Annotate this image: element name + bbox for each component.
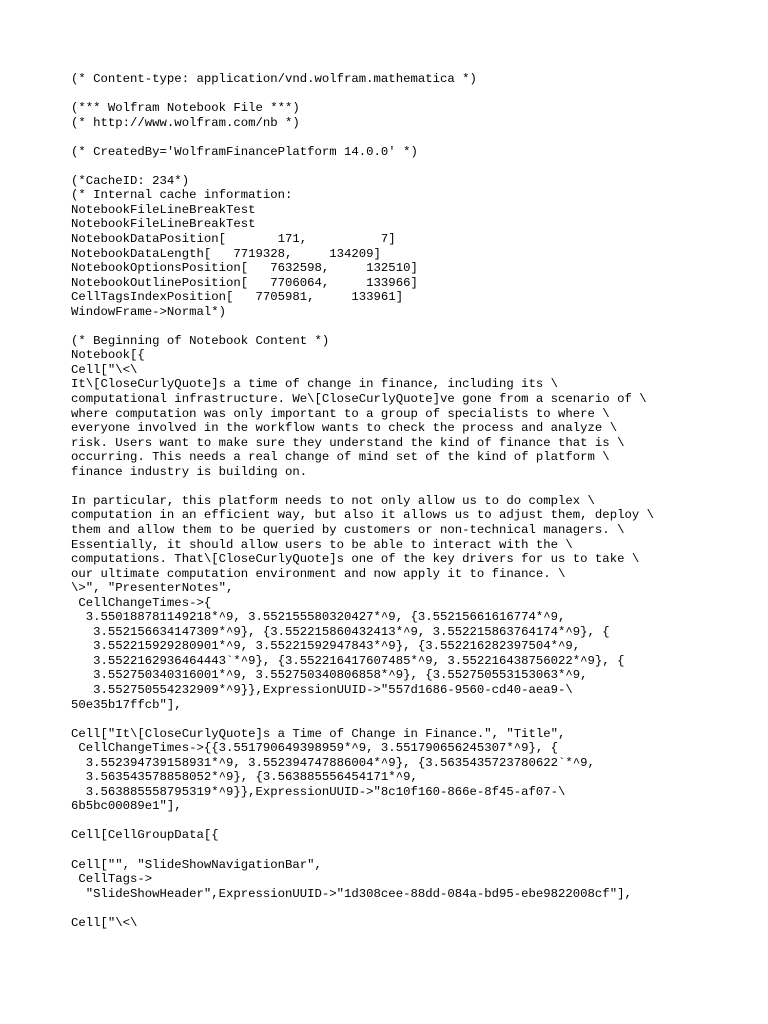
text-line: Essentially, it should allow users to be able to interact with the \ xyxy=(71,537,573,552)
text-line: 3.563885558795319*^9}},ExpressionUUID->"8c10f160-866e-8f45-af07-\ xyxy=(71,784,566,799)
text-line: NotebookOutlinePosition[ 7706064, 133966] xyxy=(71,275,418,290)
text-line: NotebookFileLineBreakTest xyxy=(71,217,256,232)
text-line: 50e35b17ffcb"], xyxy=(71,697,182,712)
text-line: Cell[CellGroupData[{ xyxy=(71,828,219,843)
text-line: (*** Wolfram Notebook File ***) xyxy=(71,101,300,116)
text-line: everyone involved in the workflow wants to check the process and analyze \ xyxy=(71,421,618,436)
text-line: where computation was only important to a group of specialists to where \ xyxy=(71,406,610,421)
text-line: NotebookFileLineBreakTest xyxy=(71,202,256,217)
text-line: CellTags-> xyxy=(71,872,153,887)
text-line: our ultimate computation environment and now apply it to finance. \ xyxy=(71,566,566,581)
text-line xyxy=(71,479,751,494)
text-line: 3.552394739158931*^9, 3.552394747886004*^9}, {3.5635435723780622`*^9, xyxy=(71,755,595,770)
text-line: CellChangeTimes->{{3.551790649398959*^9, 3.551790656245307*^9}, { xyxy=(71,741,559,756)
text-line: (* Internal cache information: xyxy=(71,188,293,203)
text-line: Cell["", "SlideShowNavigationBar", xyxy=(71,857,322,872)
text-line: Cell["It\[CloseCurlyQuote]s a Time of Change in Finance.", "Title", xyxy=(71,726,566,741)
text-line xyxy=(71,319,751,334)
text-line xyxy=(71,901,751,916)
text-line: 6b5bc00089e1"], xyxy=(71,799,182,814)
text-line: In particular, this platform needs to not only allow us to do complex \ xyxy=(71,493,595,508)
text-line: CellTagsIndexPosition[ 7705981, 133961] xyxy=(71,290,404,305)
text-line: WindowFrame->Normal*) xyxy=(71,304,226,319)
text-line: \>", "PresenterNotes", xyxy=(71,581,234,596)
text-line xyxy=(71,843,751,858)
text-line: them and allow them to be queried by customers or non-technical managers. \ xyxy=(71,522,625,537)
text-line: computational infrastructure. We\[CloseCurlyQuote]ve gone from a scenario of \ xyxy=(71,392,647,407)
text-line: occurring. This needs a real change of mind set of the kind of platform \ xyxy=(71,450,610,465)
text-line: "SlideShowHeader",ExpressionUUID->"1d308cee-88dd-084a-bd95-ebe9822008cf"], xyxy=(71,886,632,901)
text-line: 3.563543578858052*^9}, {3.563885556454171*^9, xyxy=(71,770,418,785)
text-line xyxy=(71,814,751,829)
text-line: It\[CloseCurlyQuote]s a time of change in finance, including its \ xyxy=(71,377,559,392)
text-line: NotebookDataPosition[ 171, 7] xyxy=(71,232,396,247)
text-line xyxy=(71,712,751,727)
text-line: 3.552750340316001*^9, 3.552750340806858*^9}, {3.552750553153063*^9, xyxy=(71,668,588,683)
text-line: risk. Users want to make sure they understand the kind of finance that is \ xyxy=(71,435,625,450)
notebook-source-text xyxy=(71,72,751,930)
text-line xyxy=(71,87,751,102)
text-line: 3.552156634147309*^9}, {3.552215860432413*^9, 3.552215863764174*^9}, { xyxy=(71,624,610,639)
text-line: Cell["\<\ xyxy=(71,915,138,930)
text-line: 3.550188781149218*^9, 3.552155580320427*^9, {3.55215661616774*^9, xyxy=(71,610,566,625)
text-line: computation in an efficient way, but also it allows us to adjust them, deploy \ xyxy=(71,508,654,523)
text-line: NotebookDataLength[ 7719328, 134209] xyxy=(71,246,381,261)
text-line: (* http://www.wolfram.com/nb *) xyxy=(71,115,300,130)
text-line xyxy=(71,159,751,174)
text-line: (*CacheID: 234*) xyxy=(71,173,190,188)
text-line: 3.5522162936464443`*^9}, {3.552216417607485*^9, 3.552216438756022*^9}, { xyxy=(71,653,625,668)
text-line: (* Beginning of Notebook Content *) xyxy=(71,333,330,348)
text-line xyxy=(71,130,751,145)
text-line: CellChangeTimes->{ xyxy=(71,595,212,610)
text-line: computations. That\[CloseCurlyQuote]s one of the key drivers for us to take \ xyxy=(71,552,640,567)
text-line: NotebookOptionsPosition[ 7632598, 132510] xyxy=(71,261,418,276)
text-line: 3.552750554232909*^9}},ExpressionUUID->"557d1686-9560-cd40-aea9-\ xyxy=(71,682,573,697)
text-line: Cell["\<\ xyxy=(71,362,138,377)
text-line: (* Content-type: application/vnd.wolfram.mathematica *) xyxy=(71,72,477,86)
text-line: 3.552215929280901*^9, 3.55221592947843*^9}, {3.552216282397504*^9, xyxy=(71,639,581,654)
text-line: finance industry is building on. xyxy=(71,464,308,479)
text-line: Notebook[{ xyxy=(71,348,145,363)
text-line: (* CreatedBy='WolframFinancePlatform 14.0.0' *) xyxy=(71,144,418,159)
